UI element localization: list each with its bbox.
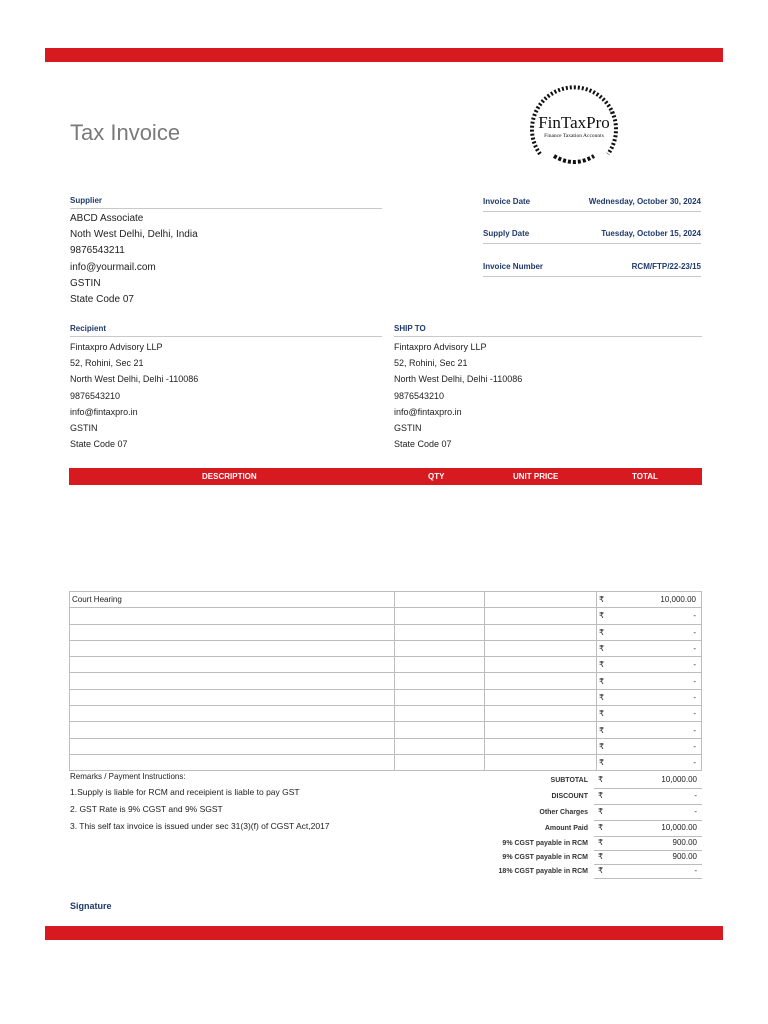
item-qty xyxy=(395,754,485,770)
totals-currency: ₹ xyxy=(598,775,604,784)
totals-amount: 10,000.00 xyxy=(661,775,697,784)
item-amount: 10,000.00 xyxy=(611,592,702,608)
totals-label: DISCOUNT xyxy=(551,792,588,800)
item-qty xyxy=(395,640,485,656)
item-currency: ₹ xyxy=(597,673,612,689)
item-unit-price xyxy=(485,657,597,673)
item-qty xyxy=(395,673,485,689)
item-unit-price xyxy=(485,608,597,624)
signature-label: Signature xyxy=(70,901,112,911)
totals-cell xyxy=(594,820,702,837)
totals-label: 9% CGST payable in RCM xyxy=(502,839,588,847)
item-amount: - xyxy=(611,689,702,705)
table-row xyxy=(70,592,702,608)
recipient-line: 9876543210 xyxy=(70,390,121,401)
page-title: Tax Invoice xyxy=(70,120,181,145)
supplier-label: Supplier xyxy=(70,196,382,209)
totals-currency: ₹ xyxy=(598,823,604,832)
recipient-line: Fintaxpro Advisory LLP xyxy=(70,342,163,352)
ship-to-line: Fintaxpro Advisory LLP xyxy=(394,342,487,352)
item-qty xyxy=(395,592,485,608)
top-accent-bar xyxy=(45,48,723,62)
totals-row xyxy=(470,864,702,878)
totals-currency: ₹ xyxy=(598,807,604,816)
item-currency: ₹ xyxy=(597,657,612,673)
remarks-heading: Remarks / Payment Instructions: xyxy=(70,772,186,781)
supply-date-label: Supply Date xyxy=(483,228,530,238)
ship-to-line: 52, Rohini, Sec 21 xyxy=(394,358,468,369)
item-amount: - xyxy=(611,673,702,689)
item-amount: - xyxy=(611,722,702,738)
supplier-line: Noth West Delhi, Delhi, India xyxy=(70,229,198,241)
item-unit-price xyxy=(485,673,597,689)
item-unit-price xyxy=(485,624,597,640)
fintaxpro-logo xyxy=(524,76,624,172)
totals-row xyxy=(470,850,702,864)
header-qty: QTY xyxy=(428,472,445,481)
invoice-date-value: Wednesday, October 30, 2024 xyxy=(588,196,701,206)
invoice-number-row xyxy=(483,256,701,277)
item-amount: - xyxy=(611,608,702,624)
totals-currency: ₹ xyxy=(598,852,604,861)
table-row xyxy=(70,689,702,705)
totals-label: SUBTOTAL xyxy=(550,776,588,784)
ship-to-line: North West Delhi, Delhi -110086 xyxy=(394,374,523,385)
item-description xyxy=(70,624,395,640)
supplier-line: 9876543211 xyxy=(70,245,125,257)
ship-to-section xyxy=(394,324,702,452)
logo-tagline: Finance Taxation Accounts xyxy=(544,133,604,139)
remarks-line: 1.Supply is liable for RCM and receipient is liable to pay GST xyxy=(70,787,300,797)
item-unit-price xyxy=(485,640,597,656)
table-row xyxy=(70,657,702,673)
item-description xyxy=(70,673,395,689)
totals-amount: 900.00 xyxy=(672,852,697,861)
table-row xyxy=(70,640,702,656)
item-unit-price xyxy=(485,592,597,608)
item-qty xyxy=(395,657,485,673)
item-description xyxy=(70,640,395,656)
table-row xyxy=(70,624,702,640)
bottom-accent-bar xyxy=(45,926,723,940)
item-qty xyxy=(395,624,485,640)
recipient-section xyxy=(70,324,382,452)
totals-row xyxy=(470,804,702,820)
table-row xyxy=(70,706,702,722)
table-row xyxy=(70,673,702,689)
remarks-section xyxy=(70,772,390,838)
item-amount: - xyxy=(611,657,702,673)
recipient-line: State Code 07 xyxy=(70,439,128,450)
totals-amount: - xyxy=(694,791,697,800)
item-unit-price xyxy=(485,689,597,705)
supply-date-row xyxy=(483,223,701,244)
invoice-number-value: RCM/FTP/22-23/15 xyxy=(631,261,701,271)
item-description xyxy=(70,608,395,624)
item-currency: ₹ xyxy=(597,640,612,656)
item-currency: ₹ xyxy=(597,624,612,640)
header-description: DESCRIPTION xyxy=(202,472,257,481)
item-qty xyxy=(395,706,485,722)
item-description: Court Hearing xyxy=(70,592,395,608)
item-qty xyxy=(395,722,485,738)
recipient-line: GSTIN xyxy=(70,423,98,434)
item-currency: ₹ xyxy=(597,706,612,722)
ship-to-line: State Code 07 xyxy=(394,439,452,450)
totals-row xyxy=(470,772,702,788)
supplier-line: GSTIN xyxy=(70,277,101,289)
totals-label: Other Charges xyxy=(539,808,588,816)
totals-label: 18% CGST payable in RCM xyxy=(498,867,588,875)
supplier-line: info@yourmail.com xyxy=(70,261,156,273)
remarks-line: 2. GST Rate is 9% CGST and 9% SGST xyxy=(70,804,223,814)
invoice-date-label: Invoice Date xyxy=(483,196,531,206)
totals-label: Amount Paid xyxy=(544,824,588,832)
item-description xyxy=(70,657,395,673)
totals-cell xyxy=(594,772,702,789)
table-row xyxy=(70,608,702,624)
totals-row xyxy=(470,820,702,836)
header-total: TOTAL xyxy=(632,472,658,481)
supplier-line: ABCD Associate xyxy=(70,213,144,224)
totals-amount: - xyxy=(694,807,697,816)
totals-section xyxy=(470,772,702,878)
invoice-date-row xyxy=(483,191,701,212)
item-description xyxy=(70,738,395,754)
totals-amount: 10,000.00 xyxy=(661,823,697,832)
ship-to-label: SHIP TO xyxy=(394,324,702,337)
ship-to-line: GSTIN xyxy=(394,423,422,434)
supply-date-value: Tuesday, October 15, 2024 xyxy=(601,228,701,238)
logo-brand: FinTaxPro xyxy=(538,113,610,132)
item-unit-price xyxy=(485,722,597,738)
item-description xyxy=(70,754,395,770)
item-amount: - xyxy=(611,706,702,722)
totals-cell xyxy=(594,836,702,851)
ship-to-line: 9876543210 xyxy=(394,390,445,401)
totals-currency: ₹ xyxy=(598,866,604,875)
recipient-line: North West Delhi, Delhi -110086 xyxy=(70,374,199,385)
totals-label: 9% CGST payable in RCM xyxy=(502,853,588,861)
totals-cell xyxy=(594,804,702,821)
totals-cell xyxy=(594,864,702,879)
item-unit-price xyxy=(485,754,597,770)
totals-row xyxy=(470,788,702,804)
totals-amount: 900.00 xyxy=(672,838,697,847)
item-amount: - xyxy=(611,738,702,754)
item-qty xyxy=(395,738,485,754)
items-table-header xyxy=(69,468,702,485)
supplier-line: State Code 07 xyxy=(70,294,134,306)
item-unit-price xyxy=(485,706,597,722)
item-currency: ₹ xyxy=(597,754,612,770)
item-description xyxy=(70,722,395,738)
totals-cell xyxy=(594,788,702,805)
item-amount: - xyxy=(611,754,702,770)
item-unit-price xyxy=(485,738,597,754)
header-unit-price: UNIT PRICE xyxy=(513,472,559,481)
item-qty xyxy=(395,608,485,624)
items-table xyxy=(69,591,702,771)
invoice-number-label: Invoice Number xyxy=(483,261,544,271)
item-amount: - xyxy=(611,640,702,656)
totals-cell xyxy=(594,850,702,865)
item-currency: ₹ xyxy=(597,592,612,608)
item-currency: ₹ xyxy=(597,738,612,754)
table-row xyxy=(70,722,702,738)
table-row xyxy=(70,738,702,754)
totals-currency: ₹ xyxy=(598,791,604,800)
logo-trademark: TM xyxy=(609,110,615,115)
ship-to-line: info@fintaxpro.in xyxy=(394,406,462,417)
item-description xyxy=(70,689,395,705)
totals-currency: ₹ xyxy=(598,838,604,847)
item-amount: - xyxy=(611,624,702,640)
recipient-line: info@fintaxpro.in xyxy=(70,406,138,417)
item-currency: ₹ xyxy=(597,608,612,624)
item-currency: ₹ xyxy=(597,722,612,738)
item-qty xyxy=(395,689,485,705)
recipient-line: 52, Rohini, Sec 21 xyxy=(70,358,144,369)
totals-row xyxy=(470,836,702,850)
recipient-label: Recipient xyxy=(70,324,382,337)
remarks-line: 3. This self tax invoice is issued under sec 31(3)(f) of CGST Act,2017 xyxy=(70,821,330,831)
item-currency: ₹ xyxy=(597,689,612,705)
supplier-section xyxy=(70,196,382,308)
item-description xyxy=(70,706,395,722)
totals-amount: - xyxy=(694,866,697,875)
table-row xyxy=(70,754,702,770)
